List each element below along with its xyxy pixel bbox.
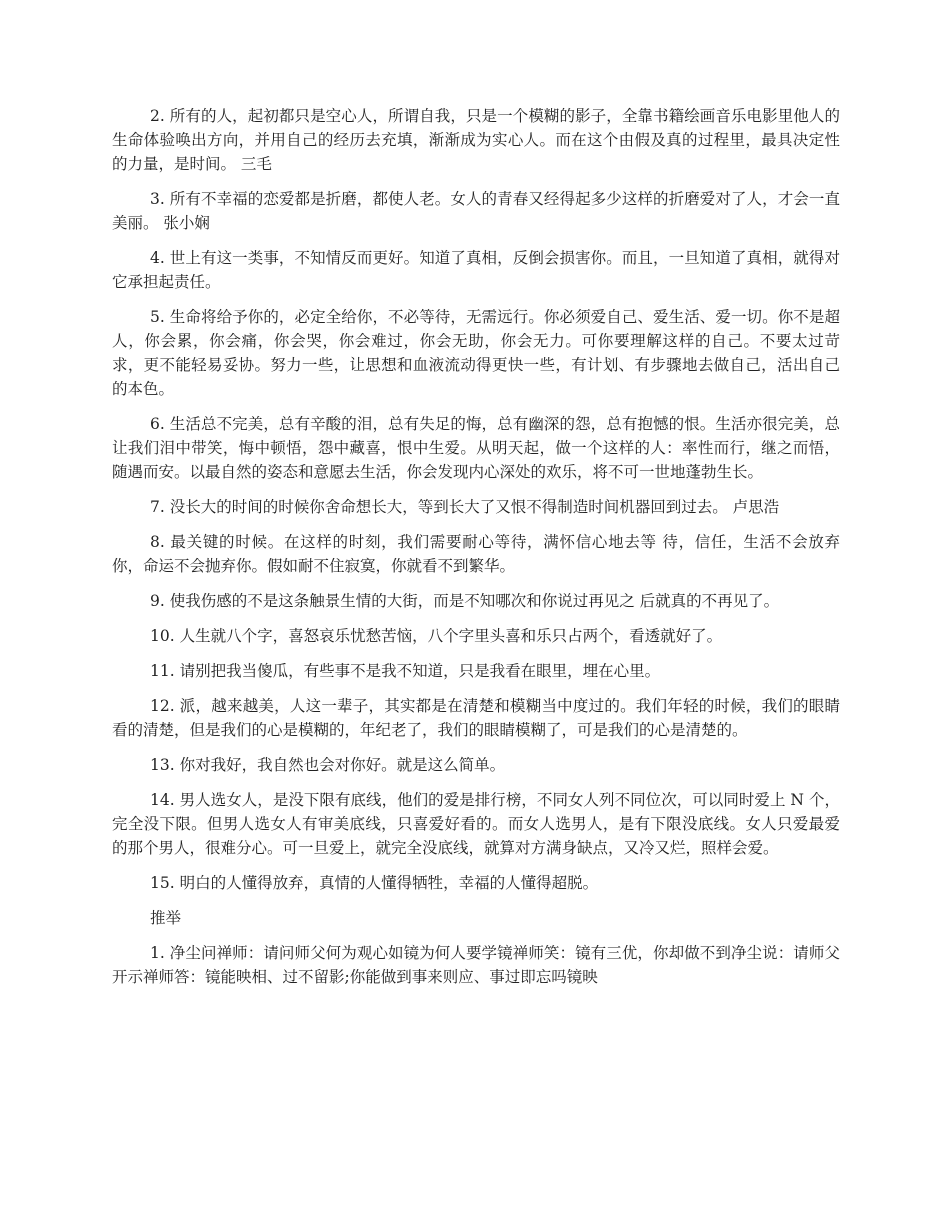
quote-paragraph-4: 4. 世上有这一类事，不知情反而更好。知道了真相，反倒会损害你。而且，一旦知道了真相，就得对它承担起责任。 <box>112 249 840 291</box>
quote-paragraph-11: 11. 请别把我当傻瓜，有些事不是我不知道，只是我看在眼里，埋在心里。 <box>150 662 661 680</box>
document-body <box>112 104 840 1000</box>
recommend-paragraph-1: 1. 净尘问禅师：请问师父何为观心如镜为何人要学镜禅师笑：镜有三优，你却做不到净尘说：请师父开示禅师答：镜能映相、过不留影;你能做到事来则应、事过即忘吗镜映 <box>112 944 840 986</box>
quote-paragraph-14: 14. 男人选女人，是没下限有底线，他们的爱是排行榜，不同女人列不同位次，可以同时爱上 N 个，完全没下限。但男人选女人有审美底线，只喜爱好看的。而女人选男人，是有下限没底线。女人只爱最爱的那个男人，很难分心。可一旦爱上，就完全没底线，就算对方满身缺点，又冷又烂，照样会爱。 <box>112 791 840 857</box>
quote-paragraph-9: 9. 使我伤感的不是这条触景生情的大街，而是不知哪次和你说过再见之 后就真的不再见了。 <box>150 592 780 610</box>
quote-paragraph-5: 5. 生命将给予你的，必定全给你，不必等待，无需远行。你必须爱自己、爱生活、爱一切。你不是超人，你会累，你会痛，你会哭，你会难过，你会无助，你会无力。可你要理解这样的自己。不要太过苛求，更不能轻易妥协。努力一些，让思想和血液流动得更快一些，有计划、有步骤地去做自己，活出自己的本色。 <box>112 308 840 398</box>
quote-paragraph-13: 13. 你对我好，我自然也会对你好。就是这么简单。 <box>150 756 506 774</box>
quote-paragraph-12: 12. 派，越来越美，人这一辈子，其实都是在清楚和模糊当中度过的。我们年轻的时候，我们的眼睛看的清楚，但是我们的心是模糊的，年纪老了，我们的眼睛模糊了，可是我们的心是清楚的。 <box>112 697 840 739</box>
quote-paragraph-15: 15. 明白的人懂得放弃，真情的人懂得牺牲，幸福的人懂得超脱。 <box>150 874 599 892</box>
quote-paragraph-8: 8. 最关键的时候。在这样的时刻，我们需要耐心等待，满怀信心地去等 待，信任，生活不会放弃你，命运不会抛弃你。假如耐不住寂寞，你就看不到繁华。 <box>112 533 840 575</box>
quote-paragraph-6: 6. 生活总不完美，总有辛酸的泪，总有失足的悔，总有幽深的怨，总有抱憾的恨。生活亦很完美，总让我们泪中带笑，悔中顿悟，怨中藏喜，恨中生爱。从明天起，做一个这样的人：率性而行，继之而悟，随遇而安。以最自然的姿态和意愿去生活，你会发现内心深处的欢乐，将不可一世地蓬勃生长。 <box>112 415 840 481</box>
quote-paragraph-10: 10. 人生就八个字，喜怒哀乐忧愁苦恼，八个字里头喜和乐只占两个，看透就好了。 <box>150 627 723 645</box>
quote-paragraph-7: 7. 没长大的时间的时候你舍命想长大，等到长大了又恨不得制造时间机器回到过去。 卢思浩 <box>150 498 780 516</box>
quote-paragraph-3: 3. 所有不幸福的恋爱都是折磨，都使人老。女人的青春又经得起多少这样的折磨爱对了人，才会一直美丽。 张小娴 <box>112 190 840 232</box>
quote-paragraph-2: 2. 所有的人，起初都只是空心人，所谓自我，只是一个模糊的影子，全靠书籍绘画音乐电影里他人的生命体验唤出方向，并用自己的经历去充填，渐渐成为实心人。而在这个由假及真的过程里，最具决定性的力量，是时间。 三毛 <box>112 107 840 173</box>
section-heading: 推举 <box>150 909 182 927</box>
